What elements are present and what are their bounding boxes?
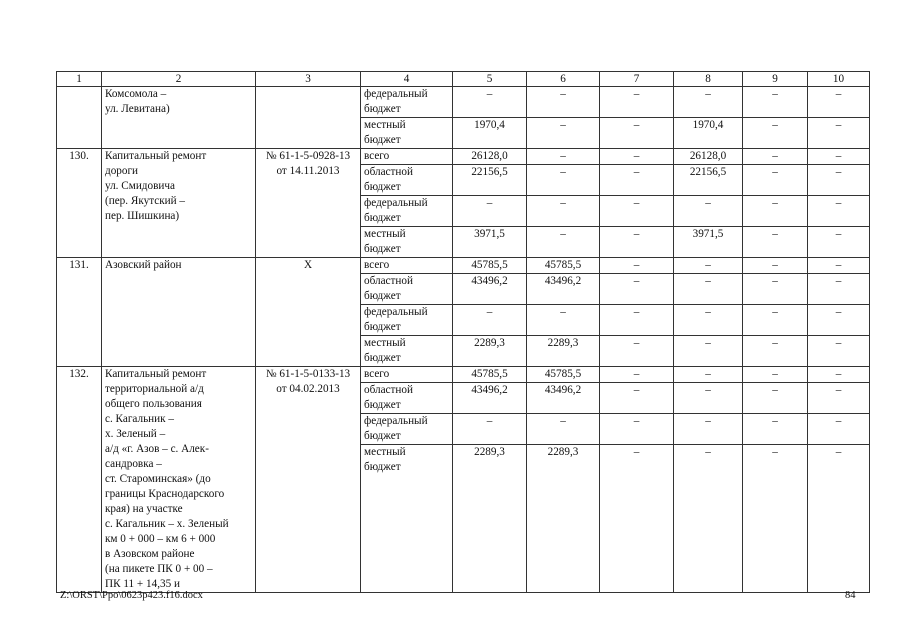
value-cell: – <box>600 118 674 149</box>
funding-source-cell: областной бюджет <box>361 165 453 196</box>
table-row <box>57 258 870 274</box>
funding-source-cell: федеральный бюджет <box>361 87 453 118</box>
file-path: Z:\ORST\Ppo\0623p423.f16.docx <box>60 590 203 601</box>
value-cell: – <box>808 196 870 227</box>
item-number-cell: 131. <box>57 258 102 367</box>
value-cell: – <box>808 227 870 258</box>
value-cell: 22156,5 <box>453 165 527 196</box>
value-cell: – <box>743 367 808 383</box>
value-cell: 3971,5 <box>674 227 743 258</box>
value-cell: – <box>743 445 808 593</box>
funding-source-cell: всего <box>361 149 453 165</box>
value-cell: 1970,4 <box>674 118 743 149</box>
value-cell: 45785,5 <box>527 367 600 383</box>
value-cell: – <box>453 87 527 118</box>
value-cell: – <box>808 305 870 336</box>
header-cell: 4 <box>361 72 453 87</box>
value-cell: – <box>808 258 870 274</box>
funding-source-cell: всего <box>361 258 453 274</box>
value-cell: – <box>674 258 743 274</box>
header-cell: 5 <box>453 72 527 87</box>
item-number-cell: 130. <box>57 149 102 258</box>
funding-source-cell: местный бюджет <box>361 445 453 593</box>
table-header-row <box>57 72 870 87</box>
object-name-cell: Капитальный ремонт территориальной а/д общего пользования с. Кагальник – х. Зеленый – а/д «г. Азов – с. Алек- сандровка – ст. Староминская» (до границы Краснодарского края) на участке с. Кагальник – х. Зеленый км 0 + 000 – км 6 + 000 в Азовском районе (на пикете ПК 0 + 00 – ПК 11 + 14,35 и <box>102 367 256 593</box>
value-cell: – <box>527 87 600 118</box>
value-cell: – <box>808 445 870 593</box>
value-cell: – <box>808 383 870 414</box>
funding-source-cell: федеральный бюджет <box>361 305 453 336</box>
header-cell: 6 <box>527 72 600 87</box>
value-cell: 2289,3 <box>527 336 600 367</box>
object-name-cell: Азовский район <box>102 258 256 367</box>
value-cell: – <box>808 118 870 149</box>
value-cell: 43496,2 <box>453 383 527 414</box>
value-cell: – <box>743 274 808 305</box>
value-cell: 45785,5 <box>527 258 600 274</box>
funding-source-cell: областной бюджет <box>361 383 453 414</box>
value-cell: – <box>743 227 808 258</box>
value-cell: – <box>600 87 674 118</box>
value-cell: – <box>453 414 527 445</box>
value-cell: 43496,2 <box>527 274 600 305</box>
table-body <box>57 72 870 593</box>
value-cell: – <box>600 149 674 165</box>
header-cell: 1 <box>57 72 102 87</box>
value-cell: – <box>527 305 600 336</box>
funding-source-cell: местный бюджет <box>361 336 453 367</box>
item-number-cell <box>57 87 102 149</box>
funding-source-cell: областной бюджет <box>361 274 453 305</box>
table-row <box>57 149 870 165</box>
value-cell: – <box>600 414 674 445</box>
value-cell: – <box>808 165 870 196</box>
value-cell: – <box>674 274 743 305</box>
document-ref-cell: № 61-1-5-0133-13 от 04.02.2013 <box>256 367 361 593</box>
funding-source-cell: местный бюджет <box>361 227 453 258</box>
value-cell: – <box>527 227 600 258</box>
value-cell: 2289,3 <box>527 445 600 593</box>
value-cell: – <box>674 367 743 383</box>
value-cell: – <box>527 149 600 165</box>
budget-table <box>56 71 870 593</box>
value-cell: – <box>743 383 808 414</box>
header-cell: 8 <box>674 72 743 87</box>
object-name-cell: Комсомола – ул. Левитана) <box>102 87 256 149</box>
value-cell: – <box>600 383 674 414</box>
value-cell: 2289,3 <box>453 445 527 593</box>
value-cell: – <box>743 149 808 165</box>
value-cell: – <box>600 227 674 258</box>
value-cell: – <box>743 87 808 118</box>
value-cell: 3971,5 <box>453 227 527 258</box>
value-cell: – <box>600 196 674 227</box>
value-cell: 22156,5 <box>674 165 743 196</box>
object-name-cell: Капитальный ремонт дороги ул. Смидовича (пер. Якутский – пер. Шишкина) <box>102 149 256 258</box>
value-cell: – <box>808 336 870 367</box>
value-cell: – <box>743 414 808 445</box>
value-cell: – <box>527 414 600 445</box>
funding-source-cell: федеральный бюджет <box>361 196 453 227</box>
value-cell: 2289,3 <box>453 336 527 367</box>
value-cell: – <box>600 367 674 383</box>
table-row <box>57 87 870 118</box>
header-cell: 9 <box>743 72 808 87</box>
value-cell: 45785,5 <box>453 258 527 274</box>
funding-source-cell: федеральный бюджет <box>361 414 453 445</box>
value-cell: – <box>808 87 870 118</box>
header-cell: 2 <box>102 72 256 87</box>
value-cell: – <box>453 305 527 336</box>
value-cell: 26128,0 <box>453 149 527 165</box>
value-cell: – <box>600 258 674 274</box>
value-cell: – <box>600 305 674 336</box>
header-cell: 3 <box>256 72 361 87</box>
page-number: 84 <box>845 590 856 601</box>
value-cell: – <box>808 149 870 165</box>
table-row <box>57 367 870 383</box>
value-cell: 1970,4 <box>453 118 527 149</box>
value-cell: – <box>674 336 743 367</box>
funding-source-cell: всего <box>361 367 453 383</box>
value-cell: – <box>527 196 600 227</box>
header-cell: 7 <box>600 72 674 87</box>
value-cell: – <box>743 118 808 149</box>
value-cell: – <box>808 274 870 305</box>
value-cell: – <box>674 87 743 118</box>
value-cell: – <box>674 414 743 445</box>
value-cell: – <box>600 165 674 196</box>
value-cell: – <box>743 336 808 367</box>
value-cell: – <box>674 196 743 227</box>
value-cell: – <box>743 258 808 274</box>
value-cell: – <box>600 445 674 593</box>
value-cell: 43496,2 <box>453 274 527 305</box>
value-cell: 43496,2 <box>527 383 600 414</box>
header-cell: 10 <box>808 72 870 87</box>
value-cell: 26128,0 <box>674 149 743 165</box>
document-ref-cell: Х <box>256 258 361 367</box>
value-cell: – <box>743 305 808 336</box>
document-ref-cell <box>256 87 361 149</box>
document-ref-cell: № 61-1-5-0928-13 от 14.11.2013 <box>256 149 361 258</box>
value-cell: – <box>674 305 743 336</box>
value-cell: – <box>674 383 743 414</box>
value-cell: 45785,5 <box>453 367 527 383</box>
item-number-cell: 132. <box>57 367 102 593</box>
value-cell: – <box>527 118 600 149</box>
value-cell: – <box>674 445 743 593</box>
value-cell: – <box>600 274 674 305</box>
funding-source-cell: местный бюджет <box>361 118 453 149</box>
value-cell: – <box>743 196 808 227</box>
value-cell: – <box>808 414 870 445</box>
value-cell: – <box>600 336 674 367</box>
value-cell: – <box>808 367 870 383</box>
value-cell: – <box>453 196 527 227</box>
value-cell: – <box>527 165 600 196</box>
value-cell: – <box>743 165 808 196</box>
